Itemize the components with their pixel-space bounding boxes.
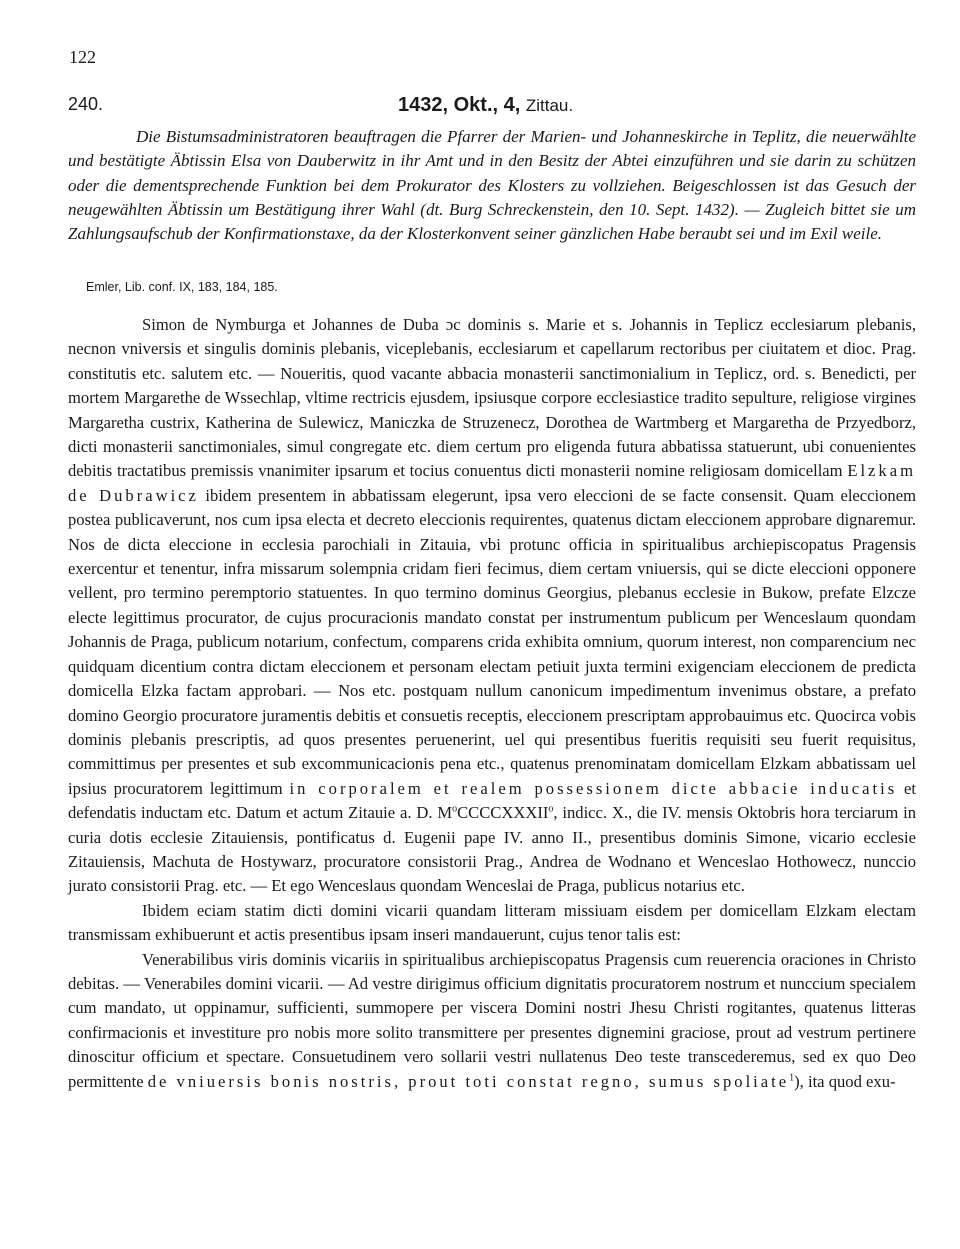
p1-text-f: CCCCXXXII (457, 803, 549, 823)
entry-date-text: 1432, Okt., 4, (398, 94, 521, 116)
body-paragraph-3 (68, 948, 916, 1094)
p3-text-a: Venerabilibus viris dominis vicariis in spiritualibus archiepiscopatus Pragensis cum reuerencia oraciones in Christo debitas. — Venerabiles domini vicarii. — Ad vestre dirigimus officium dignitatis procuratorem nostrum et nunccium specialem cum mandato, ut oppinamur, sufficienti, summopere per viscera Domini nostri Jhesu Christi rogitantes, quatenus litteras confirmacionis et investiture pro nobis more solito transmittere per presentes dignemini graciose, prout ad vestrum pertinere dinoscitur officium et spectare. Consuetudinem vero sollarii vestri nullatenus Deo teste transcederemus, sed ex quo Deo permittente (68, 949, 916, 1091)
p1-spaced-name: Elzkam de Dubrawicz (68, 461, 916, 505)
p3-footnote-ref: 1 (789, 1072, 795, 1084)
p1-text-g: , indicc. X., die IV. mensis Oktobris hora terciarum in curia dotis ecclesie Zitauiensis, pontificatus d. Eugenii pape IV. anno II., presentibus dominis Simone, vicario ecclesie Zitauiensis, Machuta de Hostywarz, procuratore consistorii Prag., Andrea de Wodnano et Wenceslao Hothowecz, nunccio jurato consistorii Prag. etc. — Et ego Wenceslaus quondam Wenceslai de Praga, publicus notarius etc. (68, 803, 917, 896)
p3-spaced-phrase: de vniuersis bonis nostris, prout toti constat regno, sumus spoliate (147, 1071, 790, 1091)
page-number: 122 (69, 47, 96, 67)
regest-summary: Die Bistumsadministratoren beauftragen die Pfarrer der Marien- und Johanneskirche in Teplitz, die neuerwählte und bestätigte Äbtissin Elsa von Dauberwitz in ihr Amt und in den Besitz der Abtei einzuführen und sie darin zu schützen oder die dementsprechende Funktion bei dem Prokurator des Klosters zu vollziehen. Beigeschlossen ist das Gesuch der neugewählten Äbtissin um Bestätigung ihrer Wahl (dt. Burg Schreckenstein, den 10. Sept. 1432). — Zugleich bittet sie um Zahlungsaufschub der Konfirmationstaxe, da der Klosterkonvent seiner gänzlichen Habe beraubt sei und im Exil weile. (68, 127, 916, 244)
p1-text-e: et defendatis inductam etc. Datum et actum Zitauie a. D. M (68, 778, 917, 823)
entry-place: Zittau. (525, 96, 574, 115)
p1-superscript-2: o (548, 803, 554, 815)
body-paragraph-1 (68, 313, 916, 899)
p1-superscript-1: o (452, 803, 458, 815)
entry-date (398, 94, 573, 117)
document-body (68, 313, 916, 1094)
p1-text-a: Simon de Nymburga et Johannes de Duba ɔc dominis s. Marie et s. Johannis in Teplicz ecclesiarum plebanis, necnon vniversis et singulis dominis plebanis, viceplebanis, ecclesiarum et capellarum rectoribus per ciuitatem et dioc. Prag. constitutis etc. salutem etc. — Noueritis, quod vacante abbacia monasterii sanctimonialium in Teplicz, ord. s. Benedicti, per mortem Margarethe de Wssechlap, vltime rectricis ejusdem, ipsiusque corpore ecclesiastice tradito sepulture, religiose virgines Margaretha custrix, Katherina de Sulewicz, Maniczka de Struzenecz, Dorothea de Wartmberg et Margaretha de Przyedborz, dicti monasterii sanctimoniales, simul congregate etc. diem certum pro eligenda futura abbatissa statuerunt, ubi conuenientes debitis tractatibus premissis vnanimiter ipsarum et tocius conuentus dicti monasterii nomine religiosam domicellam (68, 315, 916, 481)
body-paragraph-2: Ibidem eciam statim dicti domini vicarii quandam litteram missiuam eisdem per domicellam Elzkam electam transmissam exhibuerunt et actis presentibus ipsam inseri mandauerunt, cujus tenor talis est: (68, 900, 916, 945)
p1-spaced-phrase: in corporalem et realem possessionem dicte abbacie inducatis (289, 778, 898, 798)
source-citation: Emler, Lib. conf. IX, 183, 184, 185. (86, 280, 278, 294)
p3-text-c: ), ita quod exu- (794, 1071, 896, 1091)
entry-heading (68, 94, 916, 118)
p1-text-c: ibidem presentem in abbatissam elegerunt, ipsa vero eleccioni de se facte consensit. Quam eleccionem postea publicaverunt, nos cum ipsa electa et decreto eleccionis requirentes, quatenus dictam eleccionem approbare dignaremur. Nos de dicta eleccione in ecclesia parochiali in Zitauia, vbi protunc officia in spiritualibus archiepiscopatus Pragensis exercentur et tenentur, infra missarum solempnia cridam fieri fecimus, diem certam vniuersis, qui se dicte eleccioni opponere vellent, pro termino peremptorio statuentes. In quo termino dominus Georgius, plebanus ecclesie in Bukow, prefate Elzcze electe legittimus procurator, de cujus procuracionis mandato constat per instrumentum publicum per Wenceslaum quondam Johannis de Praga, publicum notarium, confectum, comparens crida exhibita omnium, quorum interest, non comparencium nec quidquam dicentium contra dictam eleccionem et personam electam petiuit juxta termini exigenciam eleccionem de predicta domicella Elzka factam approbari. — Nos etc. postquam nullum canonicum impedimentum invenimus obstare, a prefato domino Georgio procuratore juramentis debitis et consuetis receptis, eleccionem prescriptam approbauimus etc. Quocirca vobis dominis plebanis prescriptis, ad quos presentes peruenerint, uel qui presentibus fueritis requisiti seu fuerit requisitus, committimus per presentes et sub excommunicacionis pena etc., quatenus prenominatam domicellam Elzkam abbatissam uel ipsius procuratorem legittimum (68, 485, 916, 798)
entry-number: 240. (68, 94, 104, 114)
